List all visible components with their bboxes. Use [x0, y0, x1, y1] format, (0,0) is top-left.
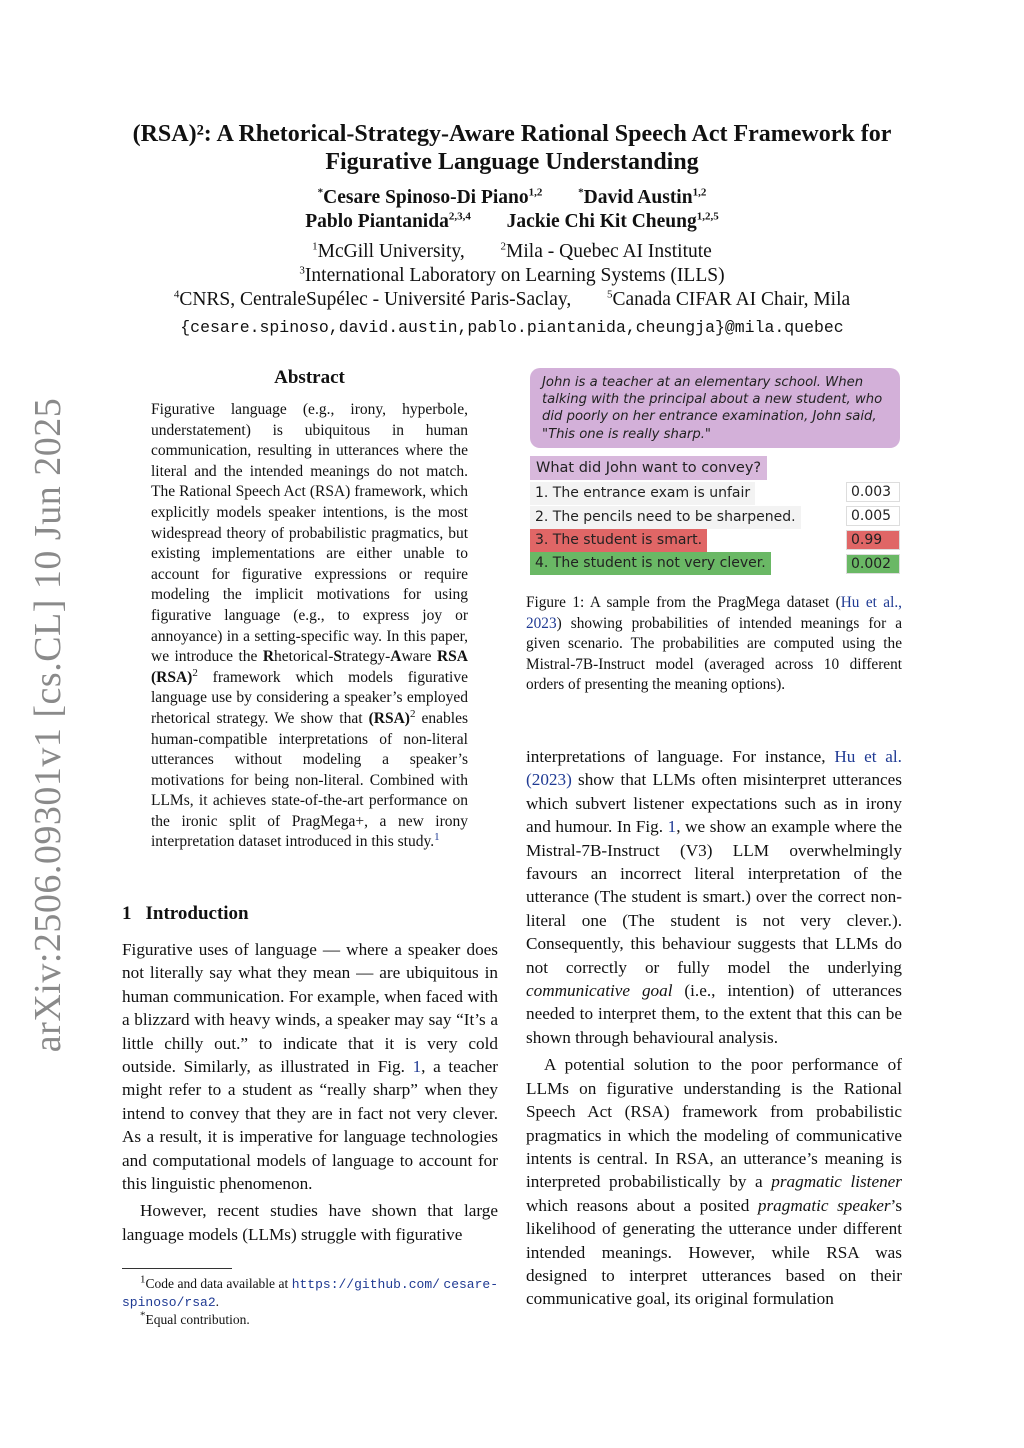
- intro-body: [122, 938, 498, 1246]
- footnote-link[interactable]: 1: [434, 831, 440, 844]
- figure-option: 4. The student is not very clever.: [530, 552, 771, 575]
- author: Pablo Piantanida$^{2,3,4}$: [305, 210, 471, 232]
- citation-link[interactable]: Hu et al., 2023: [526, 594, 902, 632]
- figure-probability: 0.005: [846, 506, 900, 526]
- github-link-cont[interactable]: cesare-spinoso/rsa2: [122, 1277, 498, 1310]
- title-line-2: Figurative Language Understanding: [325, 149, 699, 175]
- author: Jackie Chi Kit Cheung$^{1,2,5}$: [506, 210, 719, 232]
- figure-caption: Figure 1: A sample from the PragMega dataset (Hu et al., 2023) showing probabilities of intended meanings for a given scenario. The probabilities are computed using the Mistral-7B-Instruct model (averaged across 10 different orders of presenting the meaning options).: [526, 594, 902, 694]
- author: *David Austin$^{1,2}$: [578, 186, 707, 208]
- figure-probability: 0.99: [846, 530, 900, 550]
- author-emails: {cesare.spinoso,david.austin,pablo.piantanida,cheungja}@mila.quebec: [180, 318, 844, 337]
- figure-probability: 0.002: [846, 554, 900, 574]
- paragraph: Figurative uses of language — where a speaker does not literally say what they mean — are ubiquitous in human communication. For example, when faced with a blizzard with heavy winds, a speaker may say “It’s a little chilly out.” to indicate that it is very cold outside. Similarly, as illustrated in Fig. 1, a teacher might refer to a student as “really sharp” when they intend to convey that they are in fact not very clever. As a result, it is imperative for language technologies and computational models of language to account for this linguistic phenomenon.: [122, 940, 498, 1194]
- arxiv-sidebar: [26, 397, 70, 1053]
- affiliation-row: $^3$International Laboratory on Learning Systems (ILLS): [299, 264, 725, 286]
- affiliation-row: $^1$McGill University, $^2$Mila - Quebec AI Institute: [312, 240, 712, 262]
- paragraph: A potential solution to the poor performance of LLMs on figurative understanding is the Rational Speech Act (RSA) framework from probabilistic pragmatics in which the modeling of communicative intents is central. In RSA, an utterance’s meaning is interpreted probabilistically by a pragmatic listener which reasons about a posited pragmatic speaker’s likelihood of generating the utterance under different intended meanings. However, while RSA was designed to interpret utterances based on their communicative goal, its original formulation: [526, 1055, 903, 1309]
- figure-option: 3. The student is smart.: [530, 529, 707, 552]
- paragraph: interpretations of language. For instance, Hu et al. (2023) show that LLMs often misinterpret utterances which subvert listener expectations such as in irony and humour. In Fig. 1, we show an example where the Mistral-7B-Instruct (V3) LLM overwhelmingly favours an incorrect literal interpretation of the utterance (The student is smart.) over the correct non-literal one (The student is not very clever.). Consequently, this behaviour suggests that LLMs do not correctly or fully model the underlying communicative goal (i.e., intention) of utterances needed to interpret them, to the extent that this can be shown through behavioural analysis.: [526, 747, 902, 1047]
- figure-option: 1. The entrance exam is unfair: [530, 482, 755, 505]
- footnote-1: $^1$Code and data available at https://github.com/ cesare-spinoso/rsa2.: [122, 1273, 498, 1310]
- footnote-divider: [122, 1268, 232, 1269]
- abstract-body: Figurative language (e.g., irony, hyperbole, understatement) is ubiquitous in human communication, resulting in utterances where the literal and the intended meanings do not match. The Rational Speech Act (RSA) framework, which explicitly models speaker intentions, is the most widespread theory of probabilistic pragmatics, but existing implementations are either unable to account for figurative expressions or require modeling the implicit motivations for using figurative language (e.g., to express joy or annoyance) in a setting-specific way. In this paper, we introduce the Rhetorical-Strategy-Aware RSA (RSA)$^2$ framework which models figurative language use by considering a speaker’s employed rhetorical strategy. We show that (RSA)$^2$ enables human-compatible interpretations of non-literal utterances without modeling a speaker’s motivations for being non-literal. Combined with LLMs, it achieves state-of-the-art performance on the ironic split of PragMega+, a new irony interpretation dataset introduced in this study.$^1$: [151, 401, 468, 851]
- figure-probability: 0.003: [846, 482, 900, 502]
- figure-scenario-box: John is a teacher at an elementary school. When talking with the principal about a new student, who did poorly on her entrance examination, John said, "This one is really sharp.": [530, 368, 900, 448]
- author: *Cesare Spinoso-Di Piano$^{1,2}$: [317, 186, 543, 208]
- footnotes: [122, 1275, 498, 1328]
- paragraph: However, recent studies have shown that large language models (LLMs) struggle with figurative: [122, 1201, 498, 1244]
- footnote-2: *Equal contribution.: [140, 1309, 250, 1327]
- section-heading-introduction: 1 Introduction: [122, 903, 249, 924]
- right-column-body: [526, 745, 902, 1311]
- figure-question: What did John want to convey?: [530, 456, 767, 480]
- abstract-heading: Abstract: [274, 367, 345, 388]
- author-list: [90, 186, 934, 234]
- citation-link[interactable]: Hu et al. (2023): [526, 747, 902, 790]
- figure-option: 2. The pencils need to be sharpened.: [530, 506, 801, 529]
- author-row-1: [90, 186, 934, 210]
- figure-ref-link[interactable]: 1: [412, 1057, 422, 1077]
- figure-ref-link[interactable]: 1: [667, 817, 677, 837]
- title-line-1: (RSA)²: A Rhetorical-Strategy-Aware Rational Speech Act Framework for: [132, 121, 892, 147]
- github-link[interactable]: https://github.com/: [291, 1277, 440, 1292]
- arxiv-id: arXiv:2506.09301v1 [cs.CL] 10 Jun 2025: [27, 397, 69, 1053]
- affiliation-row: $^4$CNRS, CentraleSupélec - Université Paris-Saclay, $^5$Canada CIFAR AI Chair, Mila: [173, 288, 851, 310]
- affiliations: [90, 240, 934, 312]
- author-row-2: [90, 210, 934, 234]
- paper-title: [90, 120, 934, 176]
